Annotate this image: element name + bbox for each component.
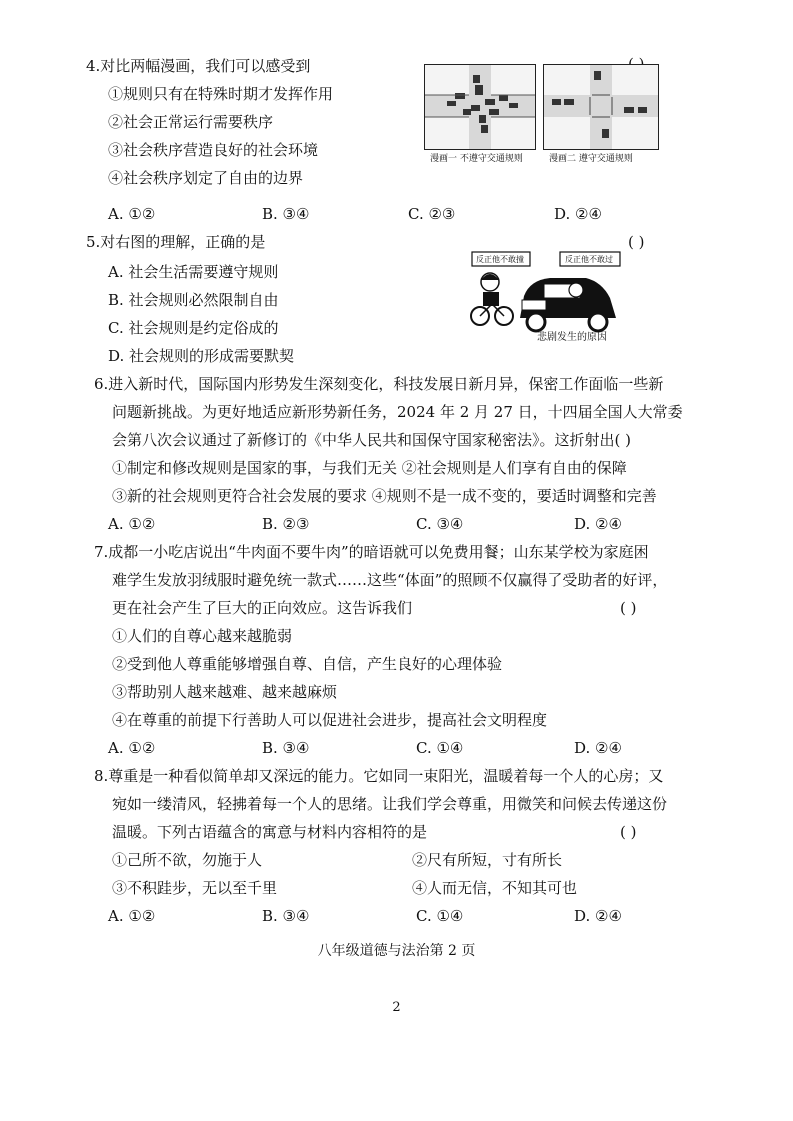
q8-answer-paren: ( ) xyxy=(620,823,637,841)
cartoon-one-image xyxy=(424,64,536,150)
q6-stem-line-3: 会第八次会议通过了新修订的《中华人民共和国保守国家秘密法》。这折射出( ) xyxy=(112,431,631,449)
q7-choice-b: B. ③④ xyxy=(262,739,310,757)
q8-item-2: ②尺有所短，寸有所长 xyxy=(412,851,563,869)
q4-item-3: ③社会秩序营造良好的社会环境 xyxy=(108,141,319,159)
q4-item-2: ②社会正常运行需要秩序 xyxy=(108,113,274,131)
q6-choice-b: B. ②③ xyxy=(262,515,310,533)
q5-option-b: B. 社会规则必然限制自由 xyxy=(108,291,279,309)
q8-choice-c: C. ①④ xyxy=(416,907,464,925)
q6-items-line-1: ①制定和修改规则是国家的事，与我们无关 ②社会规则是人们享有自由的保障 xyxy=(112,459,627,477)
q5-option-d: D. 社会规则的形成需要默契 xyxy=(108,347,295,365)
q4-stem: 4.对比两幅漫画，我们可以感受到 xyxy=(86,57,311,75)
q8-choice-b: B. ③④ xyxy=(262,907,310,925)
q4-choice-d: D. ②④ xyxy=(554,205,602,223)
q7-choice-c: C. ①④ xyxy=(416,739,464,757)
q8-item-4: ④人而无信，不知其可也 xyxy=(412,879,578,897)
q5-option-c: C. 社会规则是约定俗成的 xyxy=(108,319,279,337)
q6-items-line-2: ③新的社会规则更符合社会发展的要求 ④规则不是一成不变的，要适时调整和完善 xyxy=(112,487,657,505)
q8-stem-line-3: 温暖。下列古语蕴含的寓意与材料内容相符的是 xyxy=(112,823,428,841)
q4-choice-b: B. ③④ xyxy=(262,205,310,223)
q7-item-4: ④在尊重的前提下行善助人可以促进社会进步，提高社会文明程度 xyxy=(112,711,548,729)
q8-choice-a: A. ①② xyxy=(108,907,156,925)
q5-bubble-right: 反正他不敢过 xyxy=(565,255,613,264)
q5-stem: 5.对右图的理解，正确的是 xyxy=(86,233,266,251)
q4-choice-a: A. ①② xyxy=(108,205,156,223)
q4-item-4: ④社会秩序划定了自由的边界 xyxy=(108,169,304,187)
q7-stem-line-1: 7.成都一小吃店说出“牛肉面不要牛肉”的暗语就可以免费用餐；山东某学校为家庭困 xyxy=(94,543,649,561)
q5-answer-paren: ( ) xyxy=(628,233,645,251)
q8-stem-line-2: 宛如一缕清风，轻拂着每一个人的思绪。让我们学会尊重，用微笑和问候去传递这份 xyxy=(112,795,668,813)
page-footer-label: 八年级道德与法治第 2 页 xyxy=(317,943,476,959)
q5-bubble-left: 反正他不敢撞 xyxy=(476,255,524,264)
q8-choice-d: D. ②④ xyxy=(574,907,622,925)
q7-item-2: ②受到他人尊重能够增强自尊、自信，产生良好的心理体验 xyxy=(112,655,503,673)
cartoon-two-caption: 漫画二 遵守交通规则 xyxy=(549,154,633,164)
q4-choice-c: C. ②③ xyxy=(408,205,456,223)
q7-stem-line-2: 难学生发放羽绒服时避免统一款式……这些“体面”的照顾不仅赢得了受助者的好评， xyxy=(112,571,668,589)
q6-choice-d: D. ②④ xyxy=(574,515,622,533)
q7-choice-d: D. ②④ xyxy=(574,739,622,757)
cartoon-one-caption: 漫画一 不遵守交通规则 xyxy=(430,154,523,164)
q7-choice-a: A. ①② xyxy=(108,739,156,757)
q8-item-1: ①己所不欲，勿施于人 xyxy=(112,851,263,869)
page-number: 2 xyxy=(392,1000,401,1015)
cartoon-two-image xyxy=(543,64,659,150)
q8-stem-line-1: 8.尊重是一种看似简单却又深远的能力。它如同一束阳光，温暖着每一个人的心房；又 xyxy=(94,767,664,785)
q6-choice-c: C. ③④ xyxy=(416,515,464,533)
q8-item-3: ③不积跬步，无以至千里 xyxy=(112,879,278,897)
q7-item-3: ③帮助别人越来越难、越来越麻烦 xyxy=(112,683,338,701)
q7-answer-paren: ( ) xyxy=(620,599,637,617)
q7-stem-line-3: 更在社会产生了巨大的正向效应。这告诉我们 xyxy=(112,599,413,617)
q4-item-1: ①规则只有在特殊时期才发挥作用 xyxy=(108,85,334,103)
q6-choice-a: A. ①② xyxy=(108,515,156,533)
q6-stem-line-1: 6.进入新时代，国际国内形势发生深刻变化，科技发展日新月异，保密工作面临一些新 xyxy=(94,375,664,393)
q7-item-1: ①人们的自尊心越来越脆弱 xyxy=(112,627,293,645)
q5-option-a: A. 社会生活需要遵守规则 xyxy=(108,263,279,281)
q5-cartoon-caption: 悲剧发生的原因 xyxy=(537,332,607,343)
q6-stem-line-2: 问题新挑战。为更好地适应新形势新任务，2024 年 2 月 27 日，十四届全国人大常委 xyxy=(112,403,683,421)
